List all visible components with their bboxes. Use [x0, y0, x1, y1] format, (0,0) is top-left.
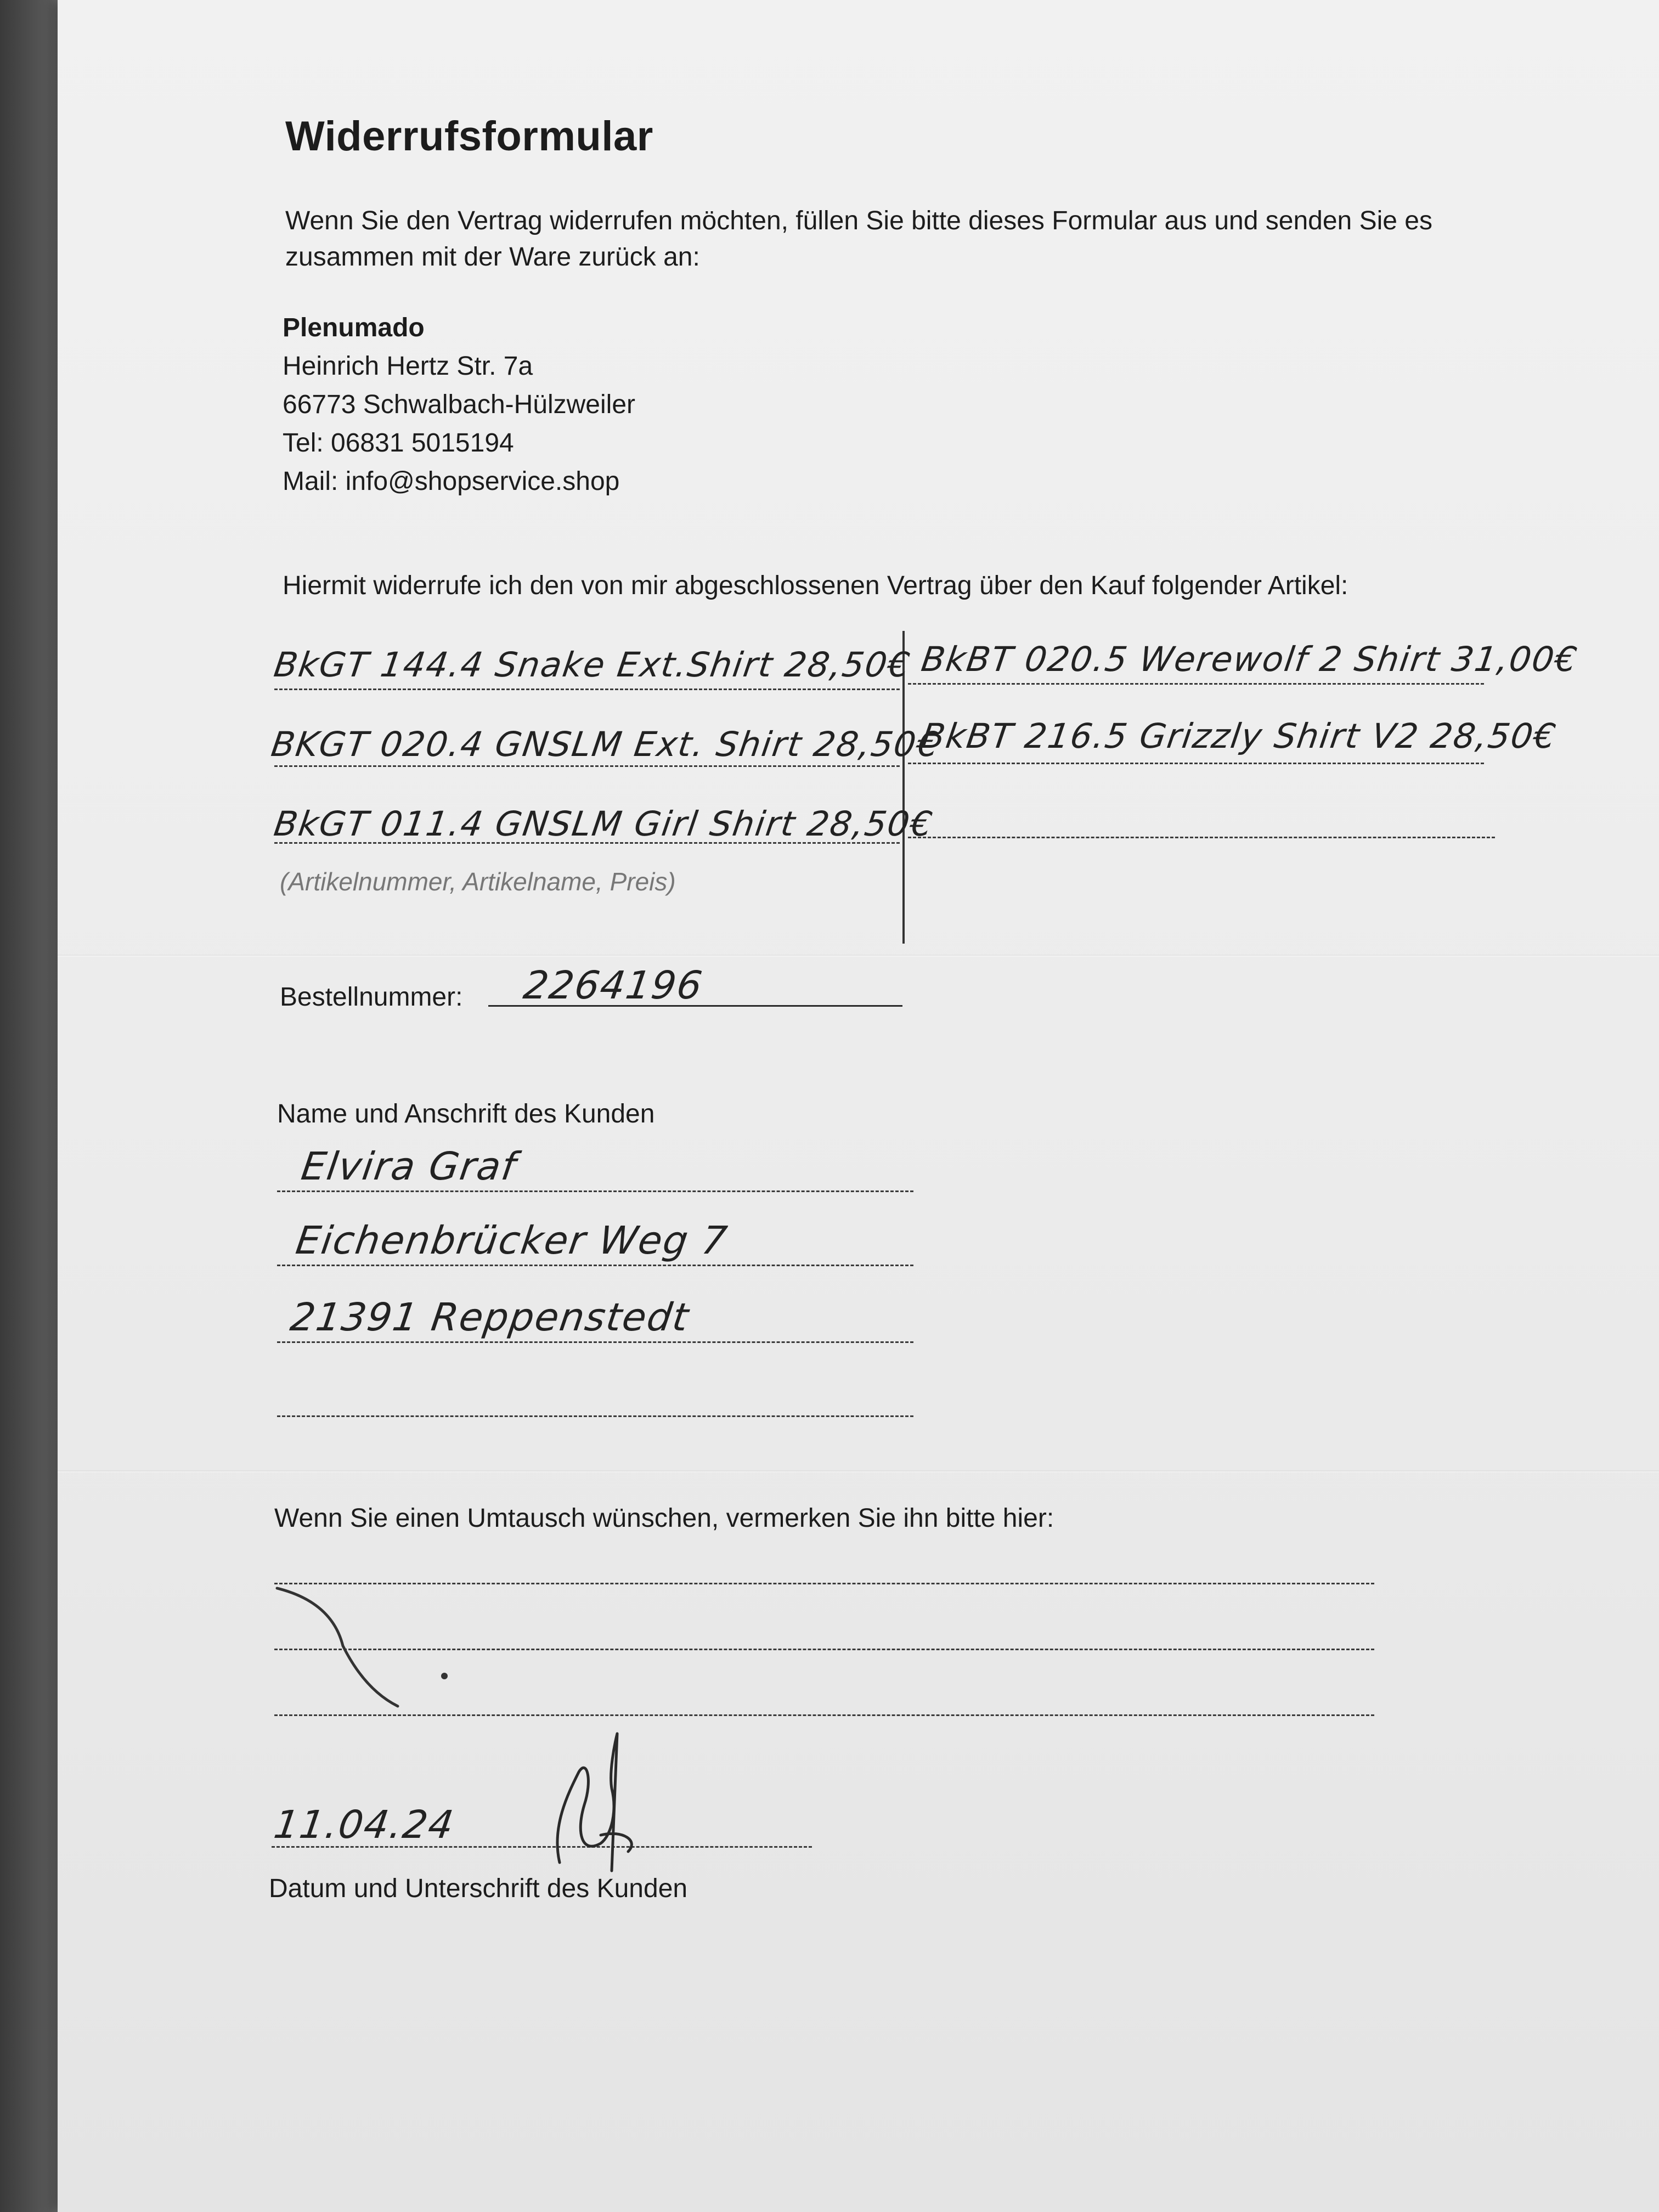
article-entry-left-2: BKGT 020.4 GNSLM Ext. Shirt 28,50€	[268, 724, 943, 764]
company-mail: Mail: info@shopservice.shop	[283, 467, 620, 496]
article-entry-left-3: BkGT 011.4 GNSLM Girl Shirt 28,50€	[271, 804, 936, 844]
order-number-label: Bestellnummer:	[280, 983, 463, 1012]
signature-label: Datum und Unterschrift des Kunden	[269, 1874, 688, 1903]
customer-city: 21391 Reppenstedt	[287, 1295, 692, 1340]
company-city: 66773 Schwalbach-Hülzweiler	[283, 390, 636, 419]
article-entry-left-1: BkGT 144.4 Snake Ext.Shirt 28,50€	[271, 645, 914, 685]
company-phone: Tel: 06831 5015194	[283, 428, 514, 458]
order-number-value: 2264196	[521, 963, 706, 1008]
signature-date: 11.04.24	[271, 1802, 458, 1847]
withdrawal-form-paper	[58, 0, 1659, 2212]
intro-text-line2: zusammen mit der Ware zurück an:	[285, 242, 700, 272]
company-name: Plenumado	[283, 313, 425, 342]
customer-street: Eichenbrücker Weg 7	[293, 1218, 731, 1263]
customer-label: Name und Anschrift des Kunden	[277, 1099, 655, 1128]
article-entry-right-1: BkBT 020.5 Werewolf 2 Shirt 31,00€	[918, 639, 1581, 679]
form-title: Widerrufsformular	[285, 113, 653, 160]
company-street: Heinrich Hertz Str. 7a	[283, 352, 533, 381]
customer-name: Elvira Graf	[298, 1144, 520, 1189]
articles-hint: (Artikelnummer, Artikelname, Preis)	[280, 867, 676, 896]
intro-text-line1: Wenn Sie den Vertrag widerrufen möchten, füllen Sie bitte dieses Formular aus und senden Sie es	[285, 206, 1432, 235]
articles-heading: Hiermit widerrufe ich den von mir abgeschlossenen Vertrag über den Kauf folgender Artikel:	[283, 571, 1348, 600]
exchange-label: Wenn Sie einen Umtausch wünschen, vermerken Sie ihn bitte hier:	[274, 1504, 1054, 1533]
article-entry-right-2: BkBT 216.5 Grizzly Shirt V2 28,50€	[918, 716, 1560, 756]
